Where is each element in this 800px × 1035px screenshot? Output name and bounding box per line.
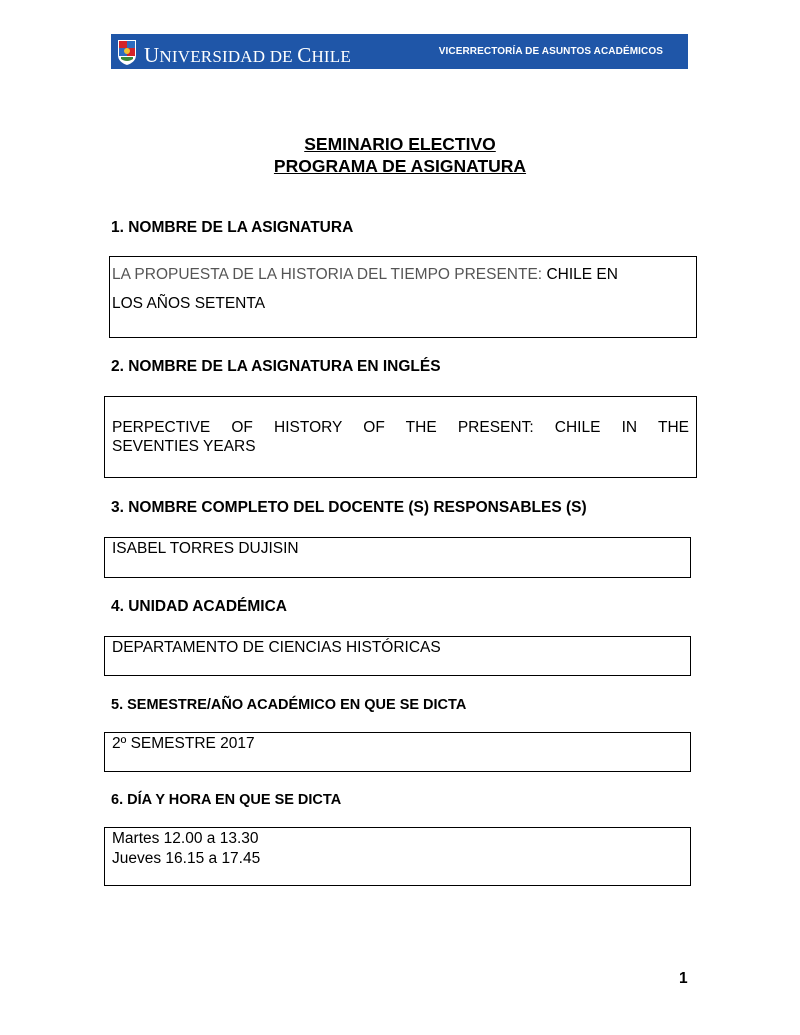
page-number: 1 [679,970,688,987]
university-crest-icon [116,37,138,66]
section-3-value: ISABEL TORRES DUJISIN [112,540,299,557]
section-6-value-line2: Jueves 16.15 a 17.45 [112,850,261,867]
section-1-value-box [109,256,697,338]
section-1-heading: 1. NOMBRE DE LA ASIGNATURA [111,219,354,236]
section-6-value-line1: Martes 12.00 a 13.30 [112,830,259,847]
header-banner [111,34,688,69]
section-5-value-box [104,732,691,772]
section-1-value-gray: LA PROPUESTA DE LA HISTORIA DEL TIEMPO PRESENTE: [112,266,547,283]
section-3-value-box [104,537,691,578]
section-5-heading: 5. SEMESTRE/AÑO ACADÉMICO EN QUE SE DICTA [111,697,467,713]
section-6-heading: 6. DÍA Y HORA EN QUE SE DICTA [111,792,342,808]
section-3-heading: 3. NOMBRE COMPLETO DEL DOCENTE (S) RESPONSABLES (S) [111,499,587,516]
section-2-value-line1: PERPECTIVE OF HISTORY OF THE PRESENT: CHILE IN THE [112,419,689,436]
section-2-value-box [104,396,697,478]
document-title-line2: PROGRAMA DE ASIGNATURA [273,156,527,176]
university-name: UNIVERSIDAD DE CHILE [144,43,351,67]
section-1-value-black: CHILE EN [546,266,618,283]
section-1-value-line1 [112,260,696,289]
section-5-value: 2º SEMESTRE 2017 [112,735,255,752]
section-4-heading: 4. UNIDAD ACADÉMICA [111,598,287,615]
section-2-value-line2: SEVENTIES YEARS [112,438,256,455]
document-title-line1: SEMINARIO ELECTIVO [304,134,496,154]
section-4-value: DEPARTAMENTO DE CIENCIAS HISTÓRICAS [112,639,441,656]
section-1-value-line2: LOS AÑOS SETENTA [112,295,266,312]
section-6-value-box [104,827,691,886]
section-4-value-box [104,636,691,676]
section-2-heading: 2. NOMBRE DE LA ASIGNATURA EN INGLÉS [111,358,441,375]
vicerrectoria-label: VICERRECTORÍA DE ASUNTOS ACADÉMICOS [438,46,663,57]
